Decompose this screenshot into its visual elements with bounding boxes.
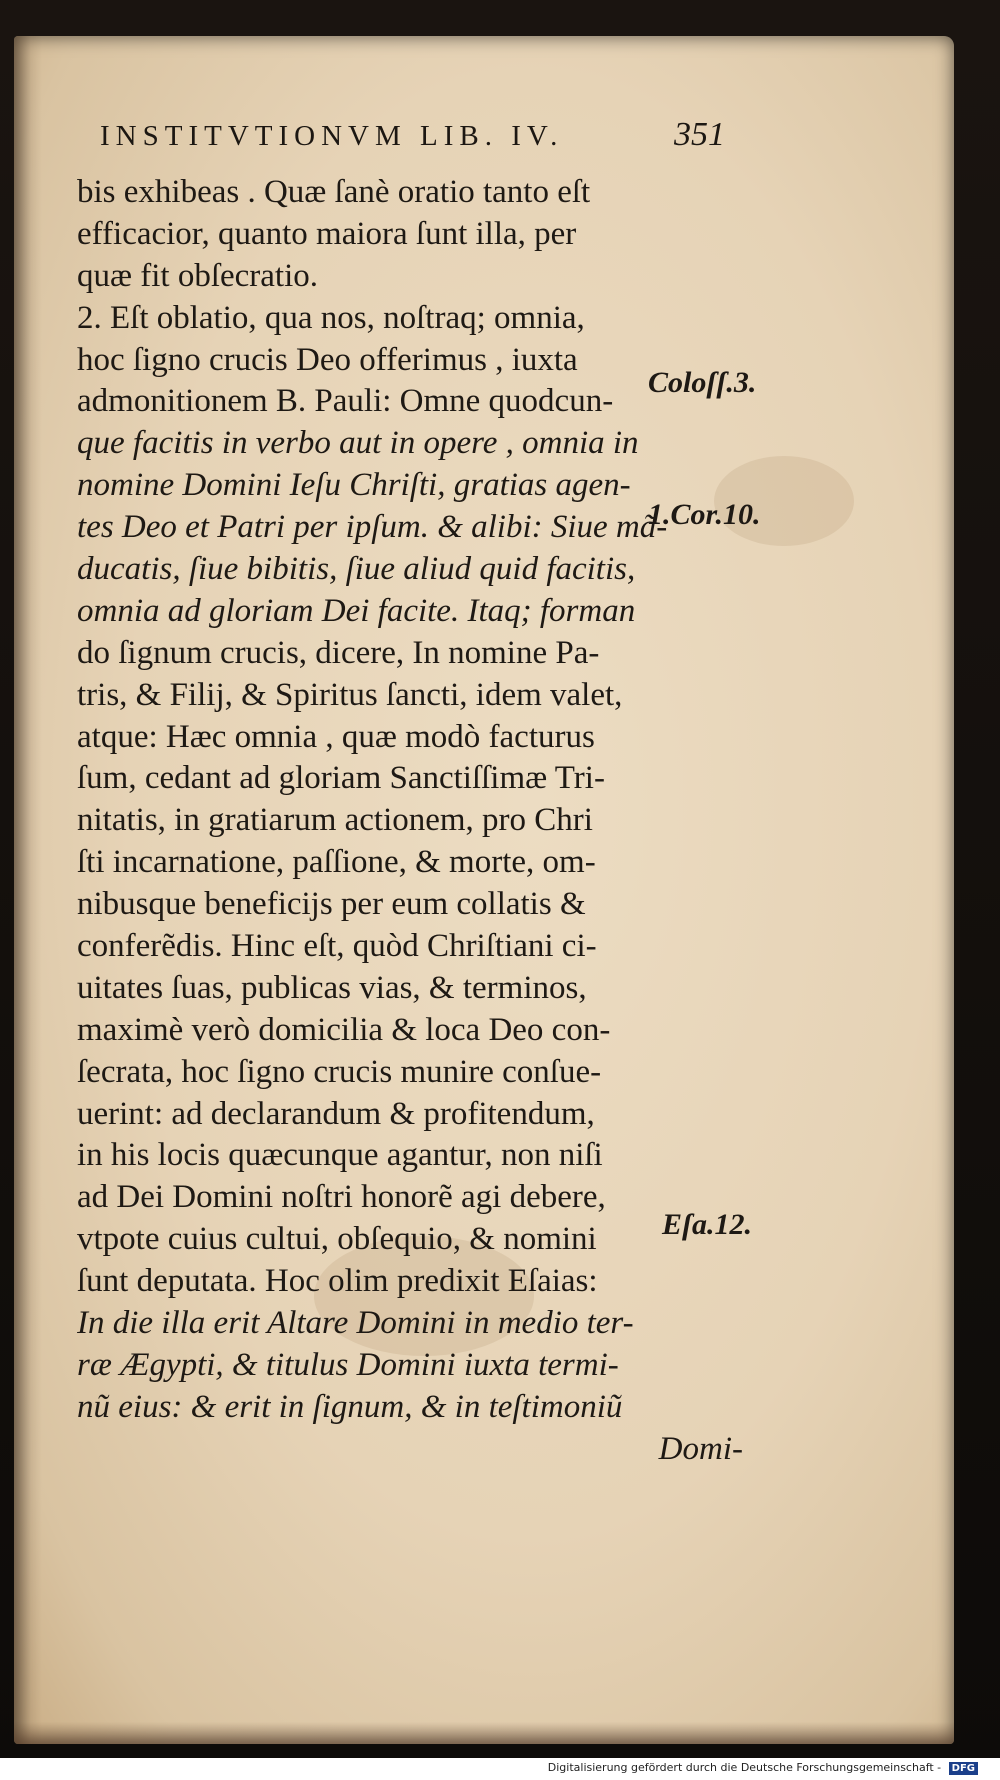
text-line: que facitis in verbo aut in opere , omnia in [77,425,639,462]
text-line: quæ fit obſecratio. [77,257,319,294]
marginal-note-esa: Eſa.12. [662,1208,752,1241]
text-line: tes Deo et Patri per ipſum. & alibi: Siue mã- [77,509,668,546]
text-line: hoc ſigno crucis Deo offerimus , iuxta [77,341,578,378]
text-line: omnia ad gloriam Dei facite. Itaq; forman [77,592,636,629]
catchword: Domi- [658,1430,743,1467]
body-text [77,172,747,1471]
text-line: atque: Hæc omnia , quæ modò facturus [77,718,595,755]
text-line: tris, & Filij, & Spiritus ſancti, idem valet, [77,676,623,713]
text-line: admonitionem B. Pauli: Omne quodcun- [77,383,614,420]
dfg-logo: DFG [949,1762,978,1775]
text-line: vtpote cuius cultui, obſequio, & nomini [77,1221,597,1258]
text-line: ſti incarnatione, paſſione, & morte, om- [77,844,596,881]
text-line: In die illa erit Altare Domini in medio ter- [77,1305,634,1342]
text-line: bis exhibeas . Quæ ſanè oratio tanto eſt [77,174,591,210]
text-line: nũ eius: & erit in ſignum, & in teſtimoniũ [77,1388,623,1425]
text-line: uerint: ad declarandum & profitendum, [77,1095,595,1132]
text-line: nibusque beneficijs per eum collatis & [77,886,586,923]
text-line: nomine Domini Ieſu Chriſti, gratias agen- [77,467,631,504]
text-line: ſum, cedant ad gloriam Sanctiſſimæ Tri- [77,760,605,797]
text-line: conferẽdis. Hinc eſt, quòd Chriſtiani ci- [77,928,597,965]
text-line: ducatis, ſiue bibitis, ſiue aliud quid facitis, [77,551,636,588]
page-number: 351 [674,116,725,153]
text-line: efficacior, quanto maiora ſunt illa, per [77,215,577,252]
text-line: in his locis quæcunque agantur, non niſi [77,1137,603,1174]
marginal-note-cor: 1.Cor.10. [648,498,761,531]
text-line: nitatis, in gratiarum actionem, pro Chri [77,802,593,839]
text-line: 2. Eſt oblatio, qua nos, noſtraq; omnia, [77,299,585,336]
text-line: ræ Ægypti, & titulus Domini iuxta termi- [77,1346,619,1383]
text-line: do ſignum crucis, dicere, In nomine Pa- [77,634,600,671]
text-line: ſecrata, hoc ſigno crucis munire conſue- [77,1053,602,1090]
credit-text: Digitalisierung gefördert durch die Deutsche Forschungsgemeinschaft - [547,1761,942,1774]
digitization-credit [548,1761,978,1775]
book-page [14,36,954,1744]
text-line: maximè verò domicilia & loca Deo con- [77,1011,611,1048]
text-line: uitates ſuas, publicas vias, & terminos, [77,969,587,1006]
marginal-note-coloss: Coloſſ.3. [648,366,757,399]
running-head: INSTITVTIONVM LIB. IV. [100,120,564,152]
text-line: ad Dei Domini noſtri honorẽ agi debere, [77,1179,606,1216]
text-line: ſunt deputata. Hoc olim predixit Eſaias: [77,1263,598,1300]
